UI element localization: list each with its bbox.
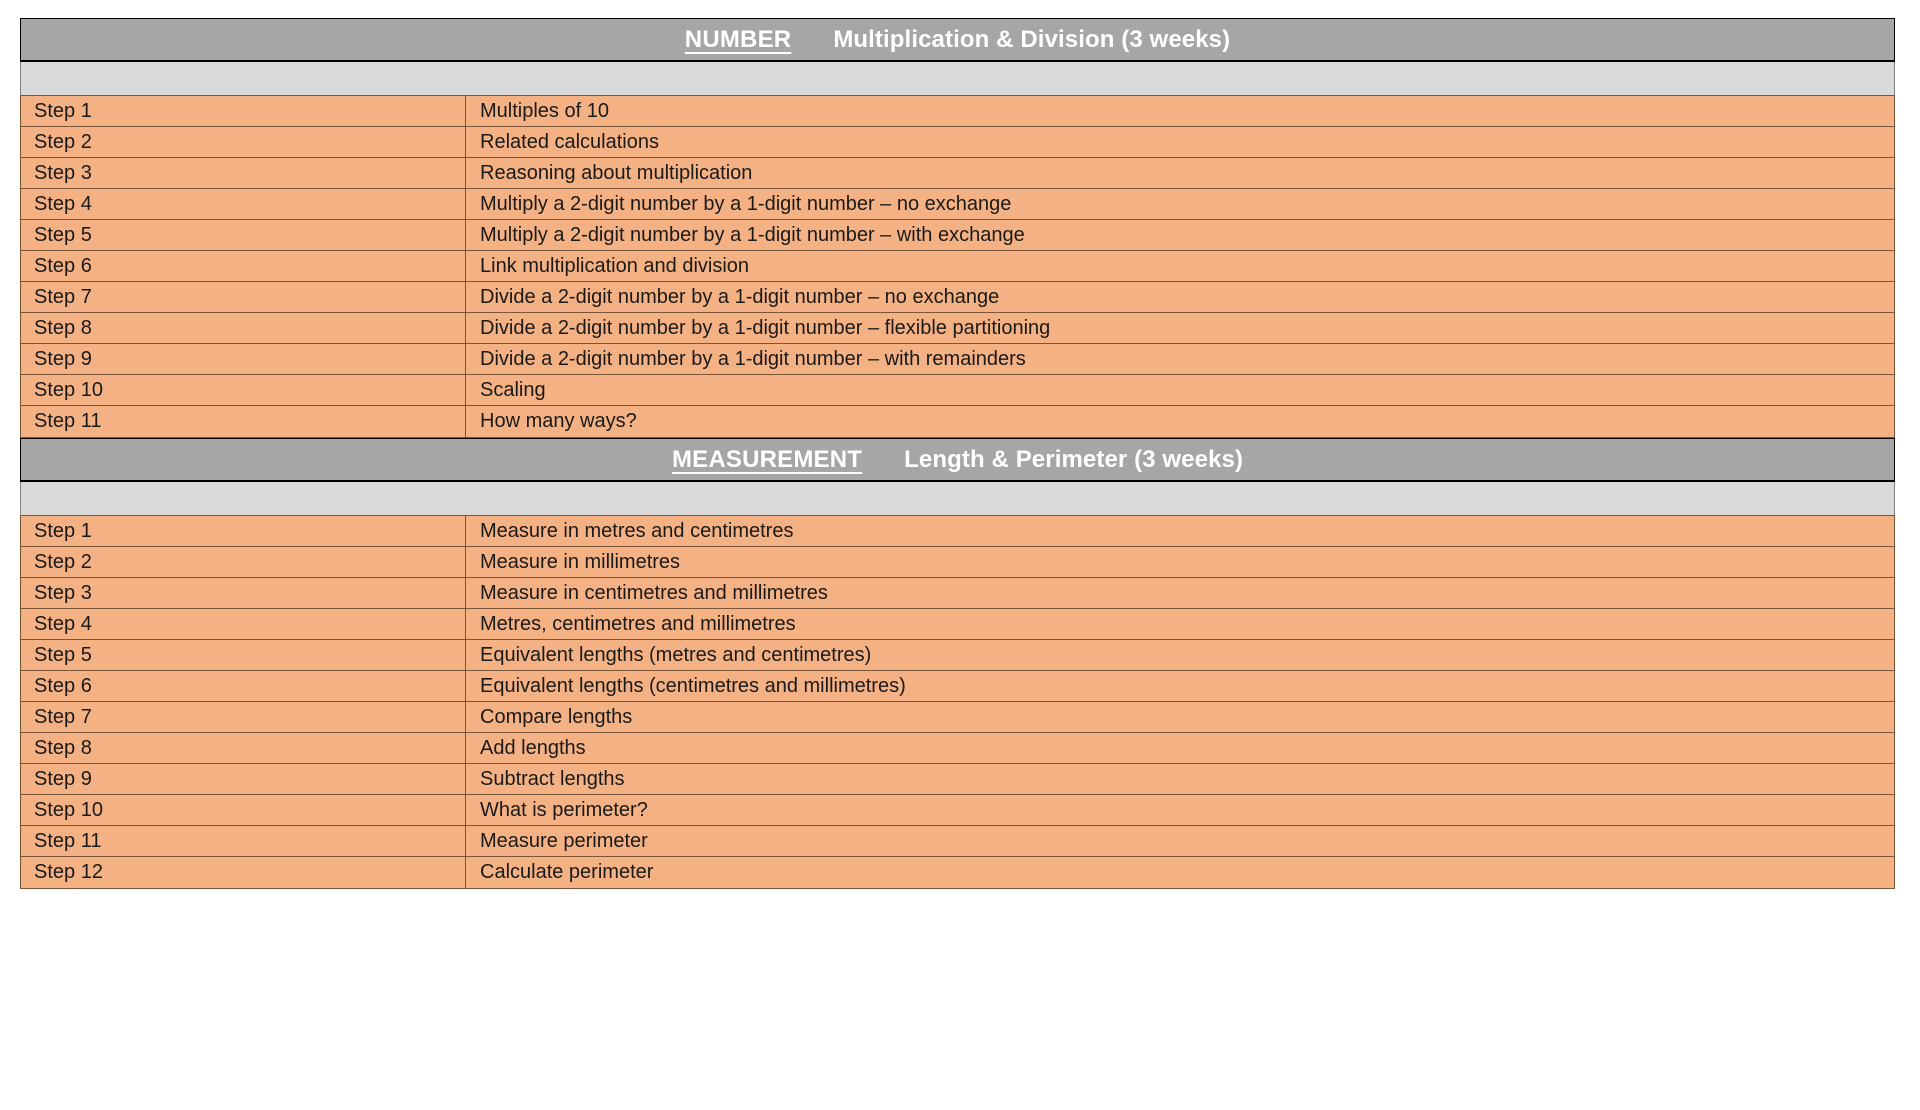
- table-row[interactable]: [21, 857, 1894, 888]
- step-description: Add lengths: [480, 736, 586, 759]
- step-description: Multiply a 2-digit number by a 1-digit number – with exchange: [480, 223, 1025, 246]
- step-label: Step 6: [21, 671, 466, 701]
- step-label: Step 10: [21, 375, 466, 405]
- step-label: Step 1: [21, 96, 466, 126]
- curriculum-section-number: [20, 18, 1895, 438]
- step-description: Measure in metres and centimetres: [480, 519, 794, 542]
- step-description: Measure in centimetres and millimetres: [480, 581, 828, 604]
- step-description: Link multiplication and division: [480, 254, 750, 277]
- step-description: Measure in millimetres: [480, 550, 681, 573]
- step-description: How many ways?: [480, 410, 637, 432]
- table-row[interactable]: [21, 220, 1894, 251]
- table-row[interactable]: [21, 826, 1894, 857]
- curriculum-section-measurement: [20, 438, 1895, 889]
- step-description: Multiples of 10: [480, 99, 609, 122]
- step-label: Step 8: [21, 733, 466, 763]
- step-label: Step 6: [21, 251, 466, 281]
- section-strand-label: MEASUREMENT: [671, 445, 863, 473]
- step-description: Scaling: [480, 378, 546, 401]
- step-description: Divide a 2-digit number by a 1-digit number – with remainders: [480, 347, 1026, 370]
- step-label: Step 12: [21, 857, 466, 888]
- step-label: Step 7: [21, 702, 466, 732]
- step-label: Step 5: [21, 220, 466, 250]
- table-row[interactable]: [21, 313, 1894, 344]
- step-label: Step 8: [21, 313, 466, 343]
- section-spacer-band: [20, 62, 1895, 96]
- step-description: Calculate perimeter: [480, 861, 654, 883]
- step-label: Step 4: [21, 189, 466, 219]
- step-label: Step 9: [21, 344, 466, 374]
- step-label: Step 7: [21, 282, 466, 312]
- step-label: Step 10: [21, 795, 466, 825]
- table-row[interactable]: [21, 189, 1894, 220]
- step-description: Metres, centimetres and millimetres: [480, 612, 796, 635]
- step-label: Step 2: [21, 127, 466, 157]
- section-topic-label: Multiplication & Division (3 weeks): [833, 25, 1231, 53]
- step-description: What is perimeter?: [480, 798, 648, 821]
- step-list-number: [20, 96, 1895, 438]
- curriculum-table: [20, 18, 1895, 889]
- step-description: Equivalent lengths (centimetres and millimetres): [480, 674, 906, 697]
- step-list-measurement: [20, 516, 1895, 889]
- table-row[interactable]: [21, 702, 1894, 733]
- step-description: Divide a 2-digit number by a 1-digit number – flexible partitioning: [480, 316, 1051, 339]
- step-description: Measure perimeter: [480, 829, 648, 852]
- step-label: Step 4: [21, 609, 466, 639]
- section-strand-label: NUMBER: [684, 25, 792, 53]
- step-description: Reasoning about multiplication: [480, 161, 753, 184]
- table-row[interactable]: [21, 516, 1894, 547]
- table-row[interactable]: [21, 344, 1894, 375]
- table-row[interactable]: [21, 578, 1894, 609]
- step-description: Subtract lengths: [480, 767, 625, 790]
- table-row[interactable]: [21, 406, 1894, 437]
- step-label: Step 5: [21, 640, 466, 670]
- table-row[interactable]: [21, 375, 1894, 406]
- section-spacer-band: [20, 482, 1895, 516]
- table-row[interactable]: [21, 158, 1894, 189]
- section-topic-label: Length & Perimeter (3 weeks): [904, 445, 1244, 473]
- step-label: Step 2: [21, 547, 466, 577]
- step-label: Step 3: [21, 578, 466, 608]
- step-label: Step 11: [21, 406, 466, 437]
- table-row[interactable]: [21, 733, 1894, 764]
- table-row[interactable]: [21, 547, 1894, 578]
- section-header-number: [20, 18, 1895, 62]
- table-row[interactable]: [21, 640, 1894, 671]
- step-label: Step 11: [21, 826, 466, 856]
- step-description: Equivalent lengths (metres and centimetres): [480, 643, 872, 666]
- table-row[interactable]: [21, 127, 1894, 158]
- table-row[interactable]: [21, 251, 1894, 282]
- step-description: Multiply a 2-digit number by a 1-digit number – no exchange: [480, 192, 1012, 215]
- step-label: Step 9: [21, 764, 466, 794]
- table-row[interactable]: [21, 764, 1894, 795]
- table-row[interactable]: [21, 671, 1894, 702]
- table-row[interactable]: [21, 96, 1894, 127]
- table-row[interactable]: [21, 282, 1894, 313]
- section-header-measurement: [20, 438, 1895, 482]
- step-label: Step 1: [21, 516, 466, 546]
- step-description: Compare lengths: [480, 705, 633, 728]
- step-description: Divide a 2-digit number by a 1-digit number – no exchange: [480, 285, 1000, 308]
- table-row[interactable]: [21, 795, 1894, 826]
- step-description: Related calculations: [480, 130, 659, 153]
- step-label: Step 3: [21, 158, 466, 188]
- table-row[interactable]: [21, 609, 1894, 640]
